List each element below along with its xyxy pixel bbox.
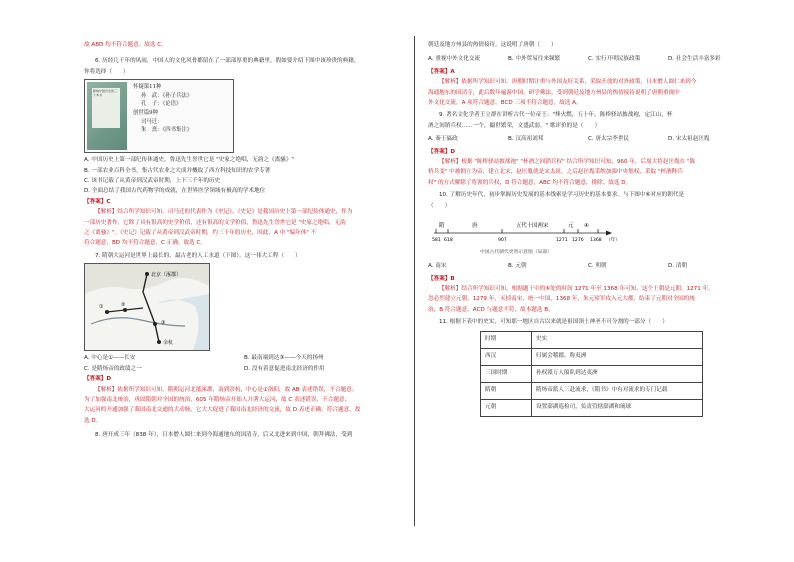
q10-analysis-line: 忽必烈建立元朝，1279 年，灭掉南宋，统一中国，1368 年，朱元璋军攻入元大都，结束了元朝对全国的统 (428, 296, 695, 303)
timeline-seg-song: 五代十国两宋 (516, 223, 549, 230)
city-dot (157, 340, 161, 344)
q11-stem: 11. 根据下表中的史实，可知那一地区自古以来就是祖国领土神圣不可分割的一部分（ ） (439, 319, 668, 326)
q8-analysis (428, 77, 748, 108)
book-image (84, 79, 234, 153)
q7-analysis-line: 大运河的开通加强了我国南北交通的大动脉，它大大促进了我国南北经济的交流，故 D 表述正确，符合题意。故 (84, 407, 361, 414)
q6-stem-line2: 你将选择（ ） (84, 68, 129, 75)
map-river (91, 318, 185, 326)
column-divider (414, 36, 415, 526)
city-dot (105, 310, 109, 314)
q9-stem (428, 110, 748, 131)
timeline-tick-label: 1271 (556, 238, 568, 244)
q9-analysis-line: 权" 的方式解除了将领的兵权，D 符合题意，ABC 均不符合题意，排除。故选 D。 (428, 179, 632, 186)
q10-stem (428, 190, 748, 211)
q6-stem-line1: 6. 历经几千年的风雨，中国人的文化风骨都留在了一部部厚重的典籍里。假如要介绍下图中该珍贵的典籍， (95, 58, 360, 65)
q10-option-c: C. 明朝 (588, 263, 607, 270)
map-label-yuhang: 余杭 (163, 340, 174, 347)
q6-analysis-line: 符合题意，BD 均不符合题意，C 正确。故选 C。 (84, 240, 206, 247)
table-header-row (481, 331, 703, 348)
table-row (481, 399, 703, 416)
q10-option-b: B. 元朝 (508, 263, 527, 270)
q7-answer: 【答案】D (84, 376, 112, 383)
map-label-north: 北京（涿郡） (151, 272, 182, 279)
prev-answer-tail: 故 ABD 均不符合题意。故选 C。 (84, 42, 167, 48)
q10-analysis-line: 治，B 符合题意，ACD 与题意不符，故本题选 B。 (428, 306, 554, 313)
q7-option-d: D. 没有着意促进南北经济的作用 (244, 365, 325, 372)
city-dot (145, 272, 149, 276)
q8-option-d: D. 社会生活丰富多彩 (668, 56, 721, 63)
question-11 (428, 317, 748, 416)
right-column (428, 40, 748, 417)
book-line: 孙 武：《孙子兵法》 (141, 92, 193, 99)
question-6 (84, 56, 404, 248)
table-header-cell: 史实 (532, 331, 703, 348)
table-cell: 隋朝 (481, 382, 532, 399)
book-cover-title: 影响中国历史的三十本书 (92, 88, 120, 128)
q6-answer: 【答案】C (84, 198, 111, 205)
dynasty-timeline (430, 215, 620, 259)
book-contents (129, 80, 196, 152)
canal-map-svg (85, 264, 209, 350)
q7-figure (84, 263, 404, 351)
q11-table (480, 331, 703, 417)
q10-option-a: A. 南宋 (428, 263, 447, 270)
q7-option-a: A. 中心是①——长安 (84, 355, 136, 362)
timeline-svg (430, 215, 620, 259)
q7-analysis-line: 【解析】依据所学知识可知，隋朝运河北抵涿郡，南到余杭，中心是①洛阳，故 AB 表述错误，不合题意； (95, 386, 358, 393)
timeline-tick-label: 581 (432, 238, 441, 244)
question-8-continued (428, 40, 748, 108)
book-line: 孔 子：《论语》 (141, 101, 182, 108)
timeline-tick-label: 1368 (590, 238, 602, 244)
q10-stem-line: 10. 了解历史年代，初步掌握历史发展的基本线索是学习历史的基本要求。与下图中⑥对应的朝代是 (439, 192, 685, 199)
q8-analysis-line: 海通地东的国清寺，此后数年遍游中国，研学佛法，受到朝廷及地方州县的热情接待说明了唐朝重视中 (428, 89, 680, 96)
question-10 (428, 190, 748, 315)
table-cell: 孙权派万人船队到达夷洲 (532, 365, 703, 382)
table-row (481, 348, 703, 365)
city-dot (153, 322, 157, 326)
q6-analysis-line: 【解析】结合所学知识可知，司马迁的代表作为《史记》，《史记》是我国历史上第一部纪传体通史，作为 (95, 209, 353, 216)
book-line: 创世篇9种 (133, 110, 158, 116)
q8-stem-line2: 朝廷及地方州县的热情接待。这说明了唐朝（ ） (428, 42, 557, 48)
q9-answer: 【答案】D (428, 148, 456, 155)
table-cell: 元朝 (481, 399, 532, 416)
q9-analysis-line: 【解析】根据 "陈桥驿站披战袍" "杯酒之间销兵权" 结合所学知识可知，960 年，后周大将赵匡胤在 "陈 (439, 159, 696, 166)
q8-stem-line1: 8. 唐开成三年（838 年），日本僧人圆仁来到今海通地东的国清寺，后又北进来到中国，朝拜佛法，受到 (95, 432, 353, 439)
map-label-2: ② (121, 302, 126, 309)
table-cell: 隋炀帝派人三赴流求，《隋书》中有对流求的专门记载 (532, 382, 703, 399)
q8-options (428, 54, 748, 64)
q7-option-b: B. 最南端到达③——今天的扬州 (244, 355, 324, 362)
timeline-tick-label: 618 (444, 238, 453, 244)
q6-option-d: D. 全面总结了我国古代药物学的成就，在世界医学领域有极高的学术地位 (84, 188, 266, 195)
book-line: 朱 熹：《四书集注》 (141, 127, 193, 134)
q10-stem-line: （ ） (428, 202, 451, 209)
q6-analysis (84, 207, 404, 249)
q9-analysis-line: 桥兵变" 中被拥立为帝，建立北宋，赵匡胤就是宋太祖，之后赵匡胤采纳加强中央集权，采取 "杯酒释兵 (428, 169, 683, 176)
q8-analysis-line: 外文化交流，A 项符合题意，BCD 三项不符合题意。故选 A。 (428, 100, 582, 107)
book-line: 怀疑第11种 (133, 84, 162, 91)
q8-answer: 【答案】A (428, 68, 455, 75)
timeline-seg-yuan: 元 (568, 223, 574, 230)
timeline-seg-tang: 唐 (472, 223, 478, 230)
timeline-unit: （年） (606, 238, 620, 244)
q7-analysis-line: 为了加强南北统治，巩固隋朝对全国的统治，605 年隋炀帝开始人开凿大运河，故 C 表述错误，不合题意； (84, 396, 351, 403)
q7-analysis-line: 选 D。 (84, 417, 102, 424)
q10-answer: 【答案】B (428, 275, 455, 282)
timeline-arrow (606, 231, 612, 236)
table-cell: 三国时期 (481, 365, 532, 382)
map-label-3: ③ (161, 320, 166, 327)
map-north-land (85, 264, 209, 294)
q7-options (84, 353, 404, 374)
q8-option-b: B. 中外贸易往来频繁 (508, 56, 561, 63)
question-8 (84, 430, 404, 440)
table-row (481, 382, 703, 399)
question-7 (84, 251, 404, 426)
question-9 (428, 110, 748, 188)
q8-analysis-line: 【解析】依据所学知识可知，唐朝时期注重与外国友好关系，采取开放的对外政策，日本僧人圆仁来到今 (439, 79, 697, 86)
q6-analysis-line: 一部历史著作，它除了具有很高的史学价值，还有很高的文学价值，鲁迅先生誉世它是 "史家之绝唱，无韵 (84, 219, 346, 226)
q9-analysis (428, 157, 748, 188)
canal-map (84, 263, 210, 351)
book-line: 司马迁： (141, 118, 163, 125)
q8-option-c: C. 实行开明民族政策 (588, 56, 641, 63)
table-cell: 设置澎湖巡检司，负责管辖澎湖和琉球 (532, 399, 703, 416)
q10-analysis-line: 【解析】结合所学知识可知，根据题干中的⑥处的时间 1271 年至 1368 年可知，这个王朝是元朝。1271 年， (439, 285, 714, 292)
book-cover (87, 82, 127, 150)
q9-option-c: C. 唐太宗李世民 (588, 136, 630, 143)
map-label-1: ① (99, 304, 104, 311)
table-header-cell: 时期 (481, 331, 532, 348)
q9-option-a: A. 秦王嬴政 (428, 136, 458, 143)
table-row (481, 365, 703, 382)
timeline-caption: 中国古代朝代更替示意图（局部） (480, 250, 552, 256)
q6-option-a: A. 中国历史上第一部纪传体通史，鲁迅先生誉世它是 "史家之绝唱，无韵之《离骚》" (84, 157, 294, 164)
q7-option-c: C. 是隋炀帝的政绩之一 (84, 365, 142, 372)
q6-analysis-line: 之《离骚》"。《史记》记载了从黄帝到汉武帝时期，约三千年的历史，因此，A 中 "编年体" 不 (84, 230, 317, 237)
q9-options (428, 134, 748, 144)
timeline-tick-label: 907 (498, 238, 507, 244)
q8-option-a: A. 重视中外文化交流 (428, 56, 481, 63)
q10-option-d: D. 清朝 (668, 263, 688, 270)
left-column (84, 40, 404, 441)
timeline-seg-sui: 隋 (439, 223, 445, 230)
q10-analysis (428, 284, 748, 315)
table-cell: 归属会稽郡，称夷洲 (532, 348, 703, 365)
q10-options (428, 261, 748, 271)
timeline-seg-target: ④ (584, 223, 589, 230)
table-cell: 西汉 (481, 348, 532, 365)
city-dot (123, 308, 127, 312)
q9-option-d: D. 宋太祖赵匡胤 (668, 136, 710, 143)
q6-option-c: C. 该书记载了从黄帝到汉武帝时期，上下三千年的历史 (84, 178, 221, 185)
q9-stem-line: 酒之间销兵权……一个，撮世繁荣，文盛武弱。" 歌评价的是（ ） (428, 122, 601, 129)
q7-analysis (84, 385, 404, 427)
q6-option-b: B. 一部农业百科全书，集古代农业之大成并概取了西方科技知识的农学专著 (84, 167, 271, 174)
q9-option-b: B. 汉高祖刘邦 (508, 136, 544, 143)
q9-stem-line: 9. 著名文化学者王立群在讲析古代一位帝王："烽火燃，五十年，陈桥驿站披战袍，定江山，杯 (439, 112, 673, 119)
q6-figure (84, 79, 404, 153)
timeline-tick-label: 1276 (572, 238, 584, 244)
q7-stem: 7. 隋朝大运河是世界上最长的、最古老的人工水道（下图）。这一伟大工程（ ） (95, 252, 301, 259)
